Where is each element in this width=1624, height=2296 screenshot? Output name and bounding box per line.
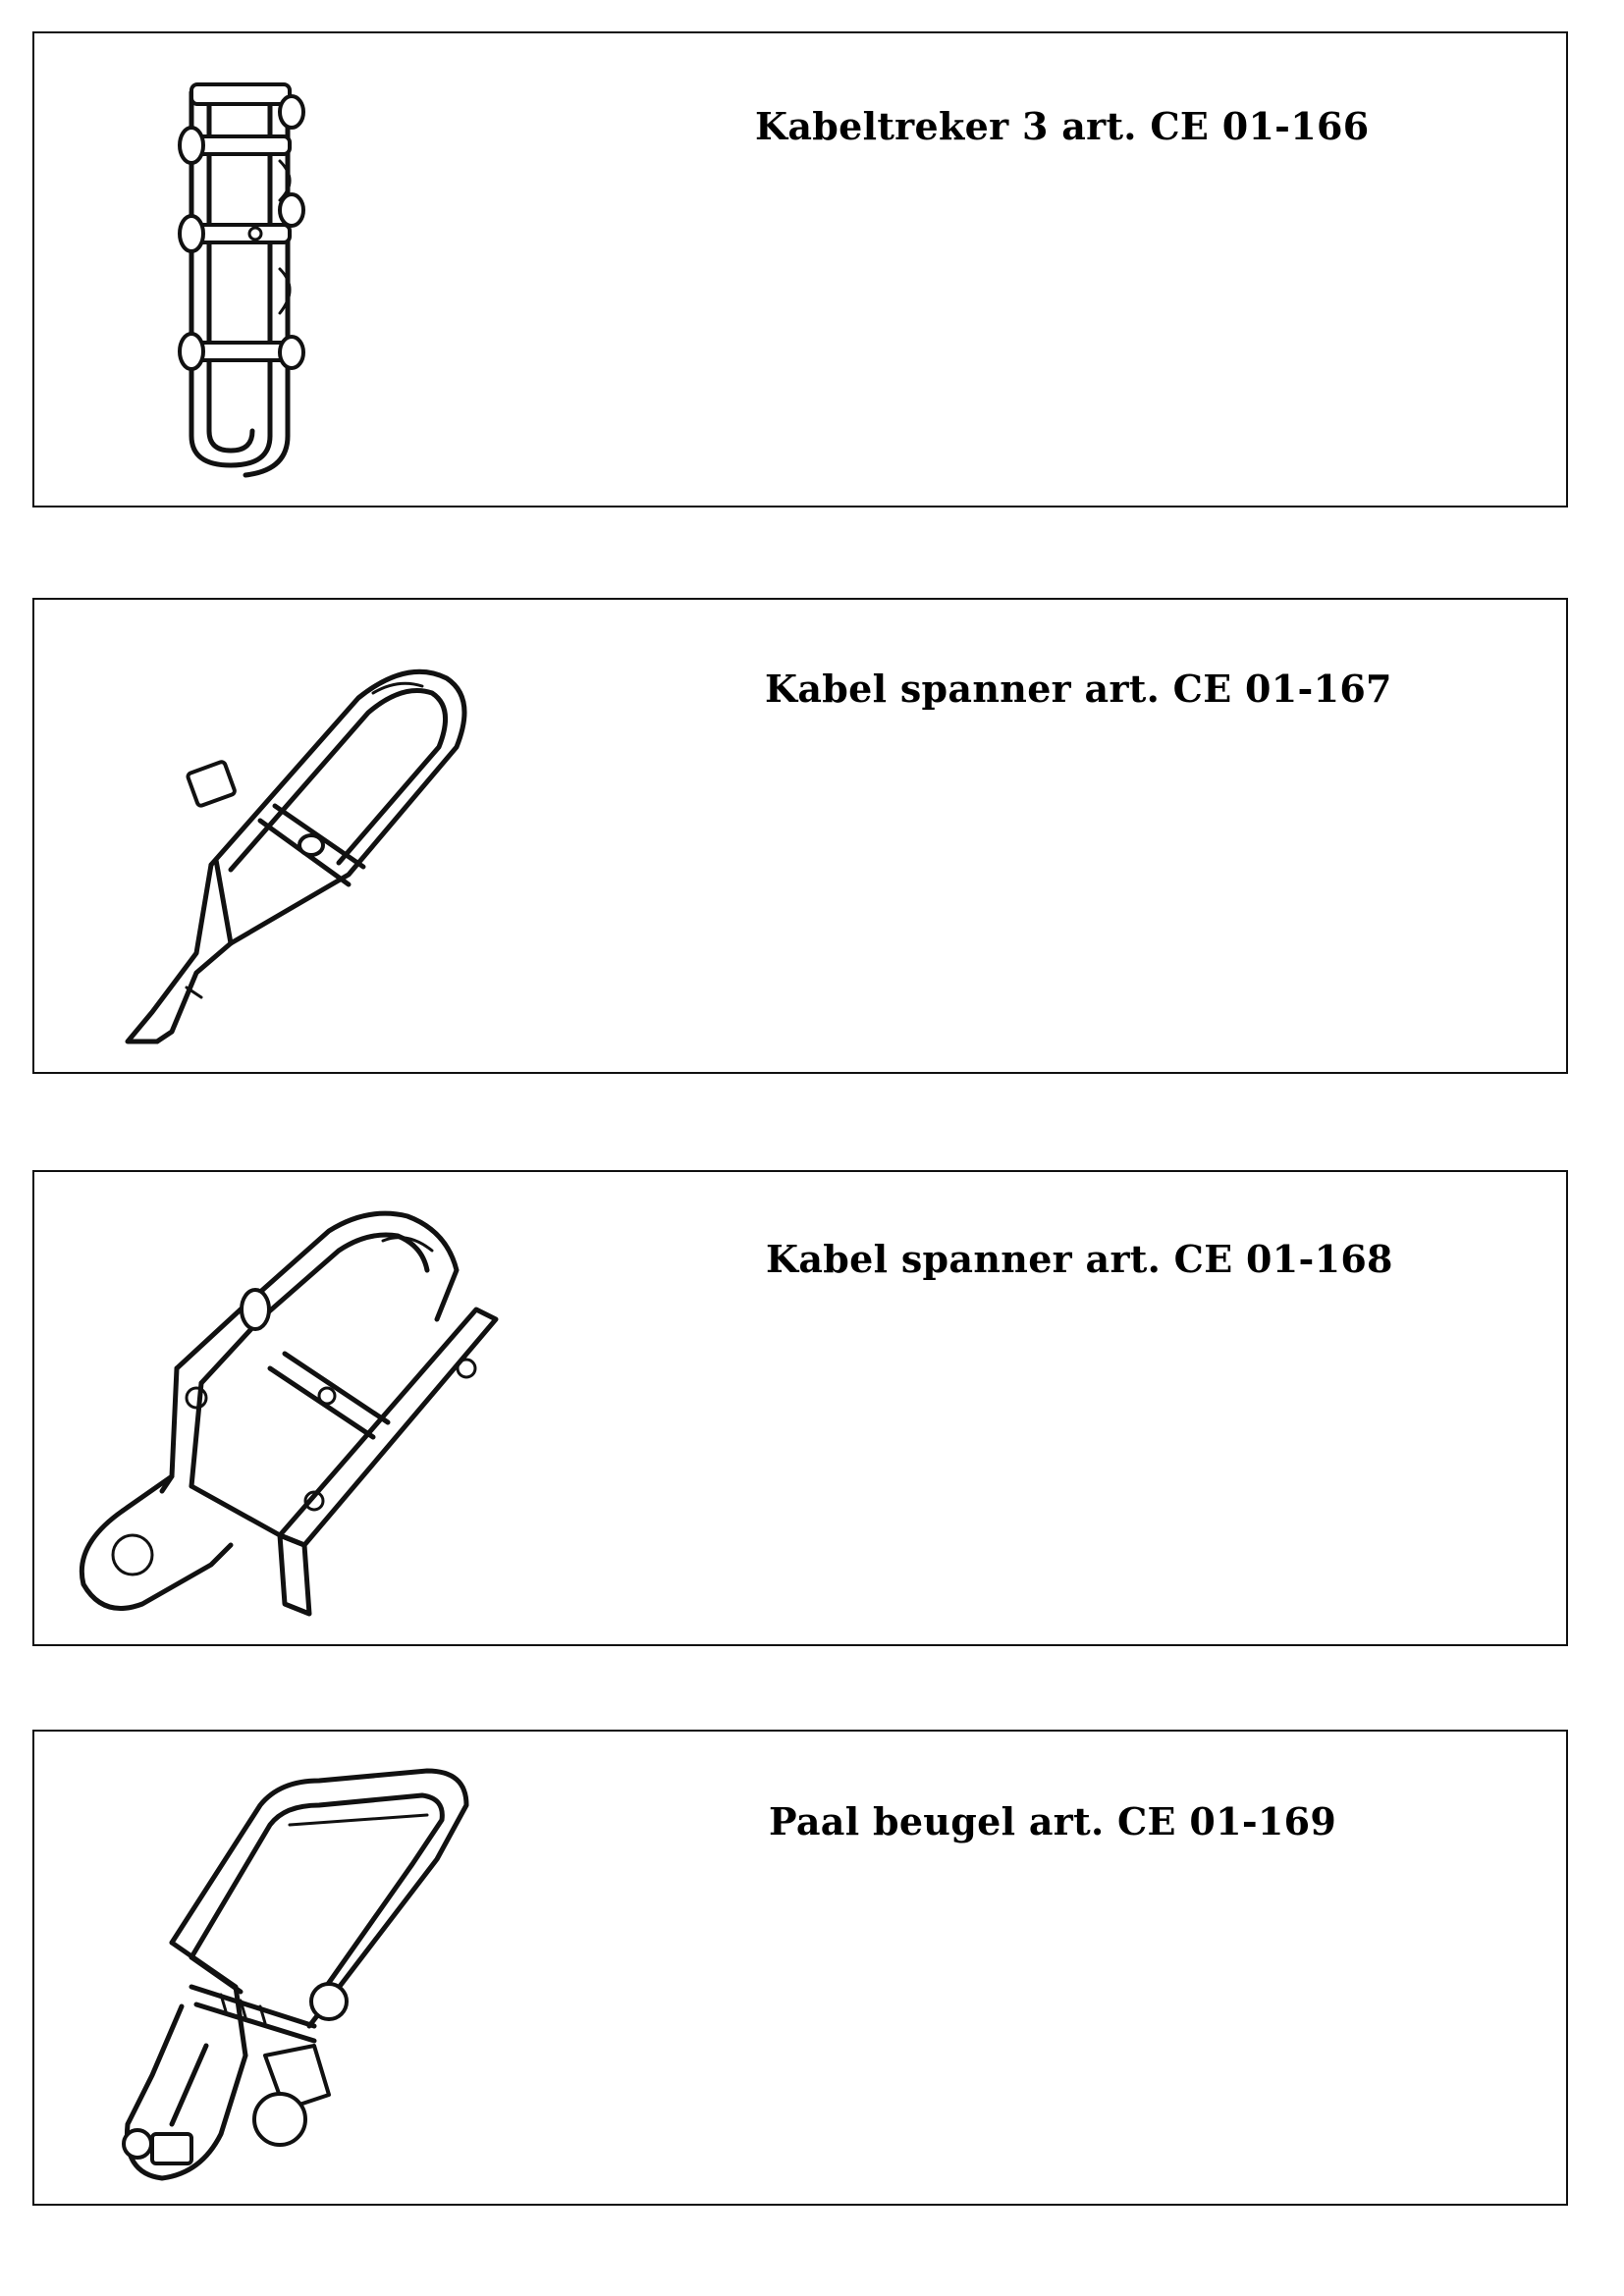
product-title: Kabeltreker 3 art. CE 01-166	[755, 104, 1370, 148]
product-card	[32, 598, 1568, 1074]
wire-tensioner-icon	[34, 600, 545, 1072]
cable-puller-icon	[34, 33, 545, 506]
product-title: Kabel spanner art. CE 01-168	[766, 1237, 1393, 1281]
wire-tensioner-plate-icon	[34, 1172, 545, 1644]
product-card	[32, 1170, 1568, 1646]
product-card	[32, 31, 1568, 507]
product-title: Kabel spanner art. CE 01-167	[765, 667, 1392, 711]
product-title: Paal beugel art. CE 01-169	[769, 1799, 1337, 1843]
product-card	[32, 1730, 1568, 2206]
post-bracket-icon	[34, 1732, 545, 2204]
